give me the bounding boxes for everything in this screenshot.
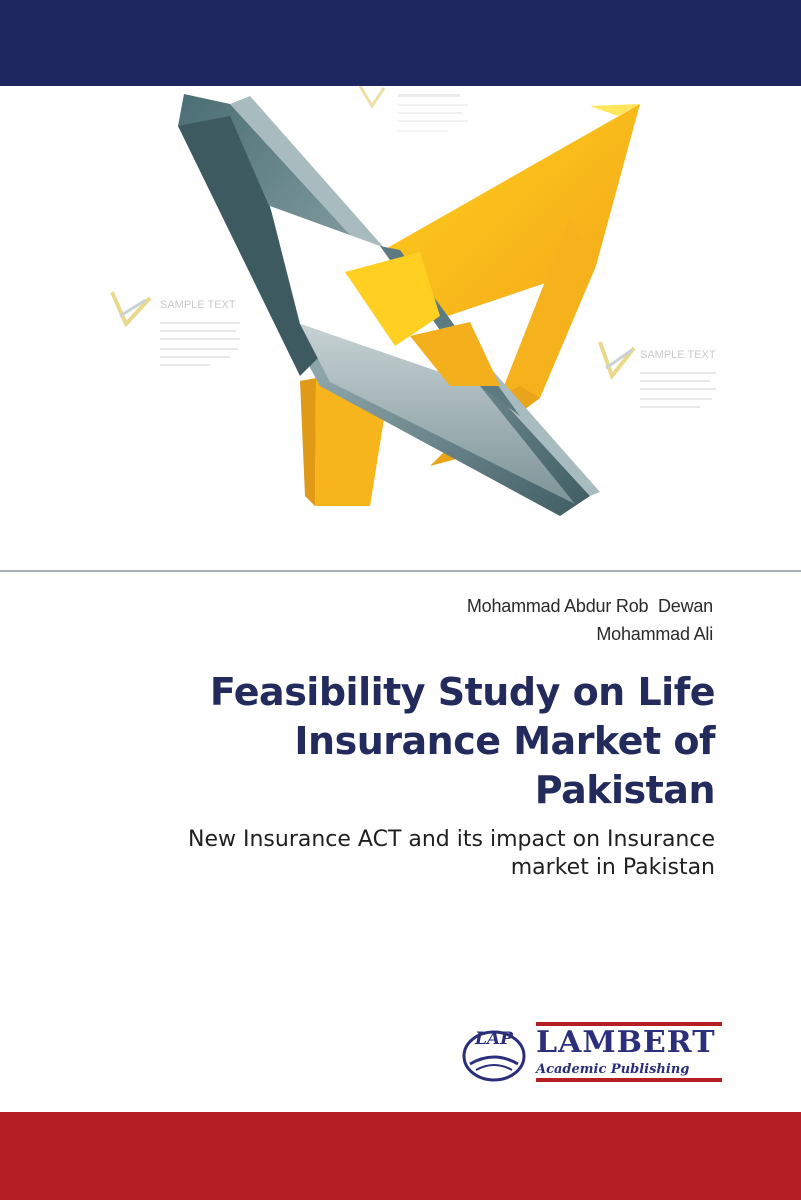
sample-block-left: [112, 292, 240, 366]
subtitle-line-1: New Insurance ACT and its impact on Insurance: [188, 827, 715, 852]
book-title: [95, 668, 715, 815]
top-color-band: [0, 0, 801, 86]
publisher-name: LAMBERT: [536, 1025, 716, 1060]
author-1: Mohammad Abdur Rob Dewan: [466, 596, 713, 616]
authors: [467, 592, 713, 648]
interlocking-shapes-illustration: [0, 86, 801, 570]
bottom-color-band: [0, 1112, 801, 1200]
cover-illustration: [0, 86, 801, 572]
book-subtitle: [95, 826, 715, 882]
sample-block-right: [600, 342, 716, 408]
publisher-logo: [458, 1020, 726, 1084]
author-2: Mohammad Ali: [596, 624, 713, 644]
title-line-3: Pakistan: [534, 768, 715, 812]
lap-emblem-text: LAP: [475, 1029, 513, 1049]
sample-block-top: [360, 86, 468, 132]
sample-label-left: SAMPLE TEXT: [160, 299, 236, 311]
subtitle-line-2: market in Pakistan: [510, 855, 715, 880]
publisher-tagline: Academic Publishing: [536, 1062, 690, 1077]
sample-label-right: SAMPLE TEXT: [640, 349, 716, 361]
lap-emblem-icon: [458, 1020, 530, 1084]
title-line-2: Insurance Market of: [294, 719, 715, 763]
publisher-rule-bottom: [536, 1078, 722, 1082]
title-line-1: Feasibility Study on Life: [209, 670, 715, 714]
